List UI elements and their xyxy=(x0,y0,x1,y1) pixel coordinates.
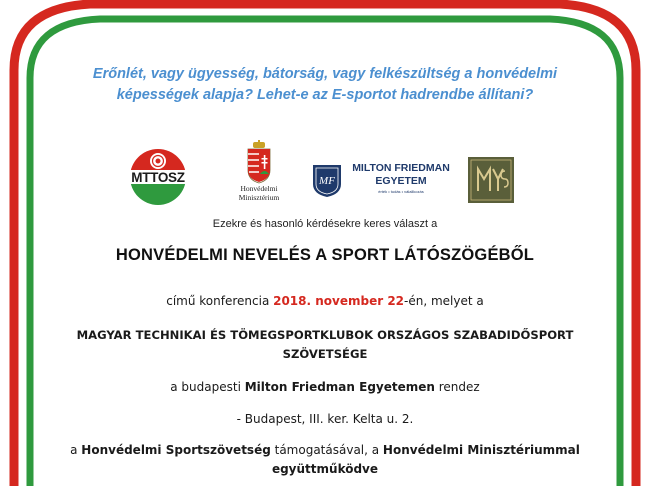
lead-text: Ezekre és hasonló kérdésekre keres választ a xyxy=(212,218,438,230)
partner-name: Honvédelmi Minisztériummal xyxy=(382,443,580,457)
sponsor-logos xyxy=(0,140,650,210)
mfe-label xyxy=(346,162,456,188)
conference-date-line xyxy=(40,292,610,311)
address-line: - Budapest, III. ker. Kelta u. 2. xyxy=(236,412,414,426)
conference-title: HONVÉDELMI NEVELÉS A SPORT LÁTÓSZÖGÉBŐL xyxy=(115,246,535,264)
mfe-shield-icon xyxy=(310,162,344,198)
date-line-prefix: című konferencia xyxy=(166,294,274,308)
mfe-monogram: MF xyxy=(319,175,335,187)
hm-label-line-2: Minisztérium xyxy=(238,193,280,202)
mttosz-label: MTTOSZ xyxy=(131,170,185,185)
organizer-name xyxy=(40,326,610,364)
conference-date: 2018. november 22 xyxy=(273,294,405,308)
headline-question xyxy=(60,64,590,106)
myso-logo-icon xyxy=(468,157,514,203)
support-prefix: a xyxy=(70,443,82,457)
question-line-2: képességek alapja? Lehet-e az E-sportot hadrendbe állítani? xyxy=(116,87,534,103)
mfe-logo xyxy=(310,162,455,198)
organizer-name-line-1: MAGYAR TECHNIKAI ÉS TÖMEGSPORTKLUBOK ORSZÁGOS SZABADIDŐSPORT xyxy=(76,328,574,342)
venue-name: Milton Friedman Egyetemen xyxy=(244,380,435,394)
hm-label-line-1: Honvédelmi xyxy=(240,184,278,193)
venue-prefix: a budapesti xyxy=(170,380,245,394)
venue-suffix: rendez xyxy=(434,380,480,394)
myso-logo xyxy=(468,157,514,203)
support-middle: támogatásával, a xyxy=(270,443,383,457)
mttosz-logo xyxy=(128,147,188,207)
hungarian-coat-of-arms-icon xyxy=(228,140,290,184)
support-suffix: együttműködve xyxy=(271,462,379,476)
supporter-name: Honvédelmi Sportszövetség xyxy=(81,443,271,457)
hm-label xyxy=(224,184,294,202)
mfe-label-line-1: MILTON FRIEDMAN xyxy=(352,162,450,174)
date-line-suffix: -én, melyet a xyxy=(404,294,484,308)
question-line-1: Erőnlét, vagy ügyesség, bátorság, vagy felkészültség a honvédelmi xyxy=(92,66,558,82)
hm-logo xyxy=(228,140,290,210)
mfe-tagline: érték • tudás • válallkozás xyxy=(378,189,424,194)
organizer-name-line-2: SZÖVETSÉGE xyxy=(282,347,368,361)
venue-line xyxy=(40,378,610,397)
mfe-label-line-2: EGYETEM xyxy=(375,175,427,187)
support-line xyxy=(40,441,610,479)
